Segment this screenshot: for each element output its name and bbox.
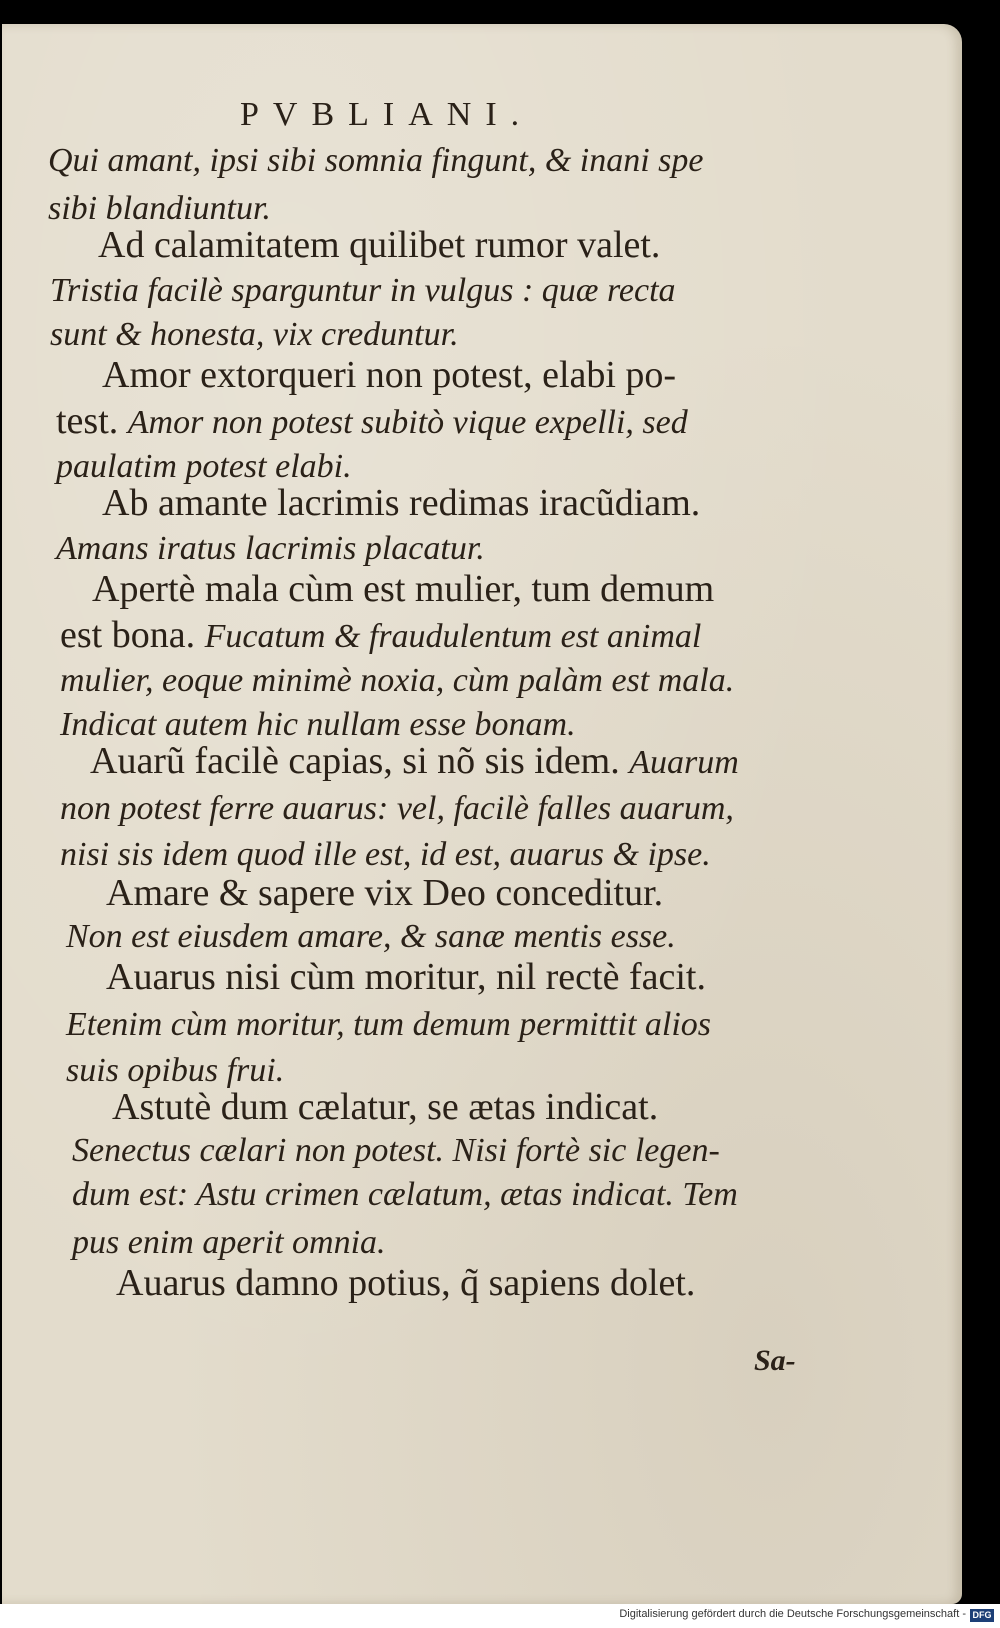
text-line [50, 318, 459, 352]
roman-text: test. [56, 400, 128, 442]
text-line [48, 144, 703, 178]
italic-commentary: Non est eiusdem amare, & sanæ mentis esse. [66, 918, 676, 955]
italic-commentary: sibi blandiuntur. [48, 190, 271, 227]
text-line [116, 1264, 695, 1302]
text-line [56, 402, 688, 440]
text-line [72, 1134, 720, 1168]
text-line [106, 874, 663, 912]
text-line [60, 838, 711, 872]
italic-commentary: Tristia facilè sparguntur in vulgus : quæ recta [50, 272, 676, 309]
text-line [92, 570, 714, 608]
roman-text: Auarus damno potius, q̃ sapiens dolet. [116, 1262, 696, 1304]
text-line [102, 484, 700, 522]
roman-text: Astutè dum cælatur, se ætas indicat. [112, 1086, 659, 1128]
dfg-logo-icon: DFG [970, 1609, 994, 1622]
text-line [60, 792, 734, 826]
italic-commentary: dum est: Astu crimen cælatum, ætas indicat. Tem [72, 1176, 738, 1213]
text-line [60, 616, 701, 654]
text-line [112, 1088, 658, 1126]
text-line [72, 1226, 386, 1260]
roman-text: Auarus nisi cùm moritur, nil rectè facit. [106, 956, 706, 998]
text-line [50, 274, 676, 308]
text-line [102, 356, 676, 394]
roman-text: Amor extorqueri non potest, elabi po- [102, 354, 677, 396]
text-line [48, 192, 271, 226]
roman-text: est bona. [60, 614, 205, 656]
italic-commentary: Qui amant, ipsi sibi somnia fingunt, & inani spe [48, 142, 704, 179]
digitization-footer [0, 1604, 1000, 1628]
italic-commentary: suis opibus frui. [66, 1052, 285, 1089]
roman-text: Ad calamitatem quilibet rumor valet. [98, 224, 661, 266]
italic-commentary: Auarum [629, 744, 739, 781]
text-line [60, 664, 734, 698]
italic-commentary: sunt & honesta, vix creduntur. [50, 316, 459, 353]
roman-text: Ab amante lacrimis redimas iracũdiam. [102, 482, 701, 524]
roman-text: Apertè mala cùm est mulier, tum demum [92, 568, 715, 610]
digitization-credit: Digitalisierung gefördert durch die Deutsche Forschungsgemeinschaft - [619, 1608, 966, 1620]
text-line [56, 450, 352, 484]
text-line [66, 1054, 284, 1088]
text-line [72, 1178, 738, 1212]
italic-commentary: Amans iratus lacrimis placatur. [56, 530, 485, 567]
running-head: PVBLIANI. [240, 96, 534, 133]
roman-text: Amare & sapere vix Deo conceditur. [106, 872, 664, 914]
italic-commentary: non potest ferre auarus: vel, facilè falles auarum, [60, 790, 734, 827]
text-line [90, 742, 739, 780]
text-line [98, 226, 660, 264]
italic-commentary: mulier, eoque minimè noxia, cùm palàm est mala. [60, 662, 735, 699]
italic-commentary: Amor non potest subitò vique expelli, sed [127, 404, 688, 441]
text-line [56, 532, 485, 566]
italic-commentary: Senectus cælari non potest. Nisi fortè sic legen- [72, 1132, 720, 1169]
catchword: Sa- [754, 1344, 796, 1377]
italic-commentary: nisi sis idem quod ille est, id est, auarus & ipse. [60, 836, 711, 873]
text-line [66, 1008, 711, 1042]
italic-commentary: paulatim potest elabi. [56, 448, 352, 485]
italic-commentary: Etenim cùm moritur, tum demum permittit alios [66, 1006, 712, 1043]
italic-commentary: pus enim aperit omnia. [72, 1224, 386, 1261]
text-line [66, 920, 676, 954]
text-line [60, 708, 576, 742]
book-page [2, 24, 962, 1604]
text-line [106, 958, 706, 996]
italic-commentary: Fucatum & fraudulentum est animal [204, 618, 702, 655]
roman-text: Auarũ facilè capias, si nõ sis idem. [90, 740, 630, 782]
italic-commentary: Indicat autem hic nullam esse bonam. [60, 706, 576, 743]
